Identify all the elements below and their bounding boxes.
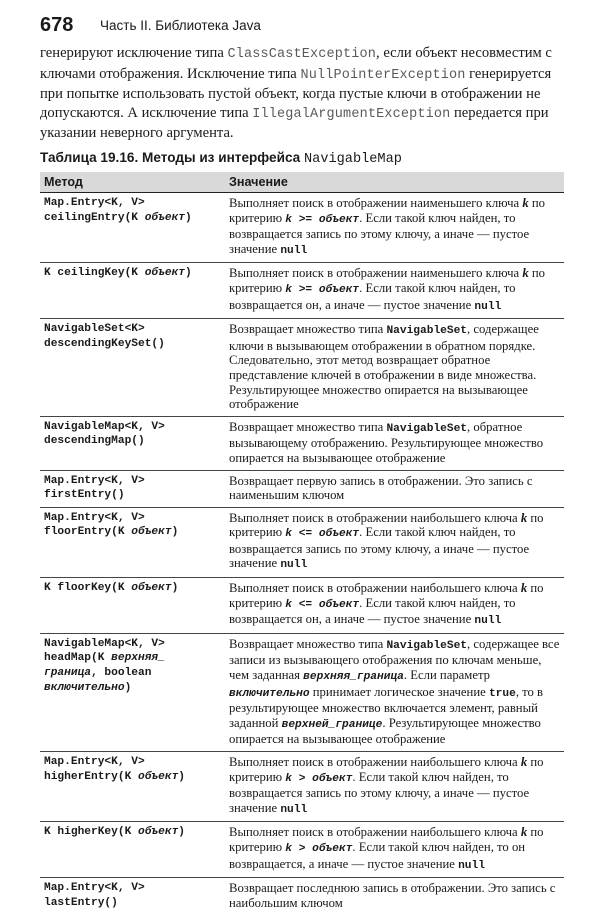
- method-cell: [40, 470, 225, 507]
- description-cell: [225, 822, 564, 878]
- desc-code: true: [488, 687, 516, 700]
- table-row: [40, 193, 564, 263]
- method-cell: [40, 878, 225, 914]
- desc-code: NavigableSet: [386, 639, 468, 652]
- desc-text: . Если параметр: [403, 668, 491, 683]
- table-row: [40, 752, 564, 822]
- method-text: , boolean: [91, 667, 152, 680]
- desc-code: k <= объект: [285, 598, 360, 611]
- table-row: [40, 578, 564, 634]
- desc-code: k >= объект: [285, 283, 360, 296]
- method-cell: [40, 752, 225, 822]
- desc-text: Выполняет поиск в отображении наименьшего ключа: [229, 196, 523, 210]
- desc-text: по критерию: [229, 196, 545, 225]
- desc-text: Возвращает множество типа: [229, 636, 387, 651]
- description-cell: [225, 578, 564, 634]
- desc-code: верхняя_граница: [303, 671, 404, 684]
- method-cell: [40, 633, 225, 751]
- desc-key: k: [522, 196, 529, 210]
- intro-text: передается при указании неверного аргумента.: [40, 104, 549, 142]
- column-header-value: Значение: [225, 172, 564, 193]
- method-text: K higherKey(K: [44, 826, 138, 839]
- method-text: ): [178, 826, 186, 839]
- desc-text: Возвращает последнюю запись в отображении. Это запись с наибольшим ключом: [229, 881, 556, 910]
- desc-code: null: [280, 244, 308, 257]
- desc-text: по критерию: [229, 510, 544, 540]
- caption-label: Таблица 19.16. Методы из интерфейса: [40, 150, 305, 165]
- table-row: [40, 416, 564, 470]
- intro-code: NullPointerException: [300, 67, 466, 83]
- table-header-row: [40, 172, 564, 193]
- intro-text: генерируют исключение типа: [40, 45, 228, 61]
- desc-code: null: [458, 859, 485, 872]
- method-param: объект: [131, 582, 172, 595]
- page-number: 678: [40, 14, 74, 36]
- description-cell: [225, 263, 564, 319]
- desc-key: k: [520, 510, 528, 525]
- desc-key: k: [520, 755, 528, 769]
- method-param: верхняя_ граница: [44, 652, 165, 680]
- table-row: [40, 633, 564, 751]
- method-text: ): [171, 526, 179, 539]
- table-row: [40, 822, 564, 878]
- method-text: K floorKey(K: [44, 582, 132, 595]
- intro-code: ClassCastException: [227, 47, 377, 62]
- description-cell: [225, 507, 564, 577]
- desc-code: k >= объект: [285, 213, 360, 226]
- desc-code: k <= объект: [285, 528, 360, 541]
- table-row: [40, 263, 564, 319]
- method-text: ): [124, 681, 132, 694]
- desc-text: . Если такой ключ найден, то возвращается запись по этому ключу, а иначе — пустое значение: [229, 769, 530, 815]
- desc-text: по критерию: [229, 825, 544, 854]
- method-cell: [40, 416, 225, 470]
- desc-code: включительно: [229, 687, 310, 700]
- method-param: объект: [138, 826, 179, 839]
- desc-code: null: [280, 559, 308, 572]
- description-cell: [225, 752, 564, 822]
- desc-text: , то в результирующее множество включается элемент, равный заданной: [229, 684, 544, 730]
- description-cell: [225, 416, 564, 470]
- desc-text: принимает логическое значение: [309, 684, 489, 699]
- method-text: Map.Entry<K, V> floorEntry(K: [44, 511, 145, 539]
- desc-code: k > объект: [285, 772, 353, 785]
- desc-text: . Если такой ключ найден, то он возвращается, а иначе — пустое значение: [229, 839, 526, 871]
- method-text: Map.Entry<K, V> ceilingEntry(K: [44, 197, 145, 224]
- desc-key: k: [522, 266, 529, 281]
- desc-text: Выполняет поиск в отображении наибольшего ключа: [229, 825, 521, 840]
- desc-text: . Результирующее множество опирается на вызывающее отображение: [229, 715, 541, 747]
- intro-text: генерируется при попытке использовать пустой объект, когда пустые ключи в отображении не допускаются. А исключение типа: [40, 65, 552, 121]
- desc-key: k: [520, 825, 528, 840]
- desc-code: NavigableSet: [386, 325, 468, 338]
- desc-text: Выполняет поиск в отображении наибольшего ключа: [229, 755, 521, 769]
- method-text: ): [185, 267, 192, 280]
- desc-code: null: [474, 300, 502, 313]
- desc-code: NavigableSet: [386, 422, 468, 435]
- method-param: объект: [138, 770, 179, 783]
- method-text: Map.Entry<K, V> higherEntry(K: [44, 756, 145, 783]
- desc-text: по критерию: [229, 755, 544, 784]
- desc-code: null: [280, 803, 308, 816]
- desc-text: Выполняет поиск в отображении наименьшего ключа: [229, 266, 523, 281]
- desc-text: . Если такой ключ найден, то возвращается он, а иначе — пустое значение: [229, 280, 516, 312]
- method-param: объект: [131, 526, 172, 539]
- desc-text: Выполняет поиск в отображении наибольшего ключа: [229, 581, 521, 596]
- method-text: ): [171, 582, 179, 595]
- methods-table: [40, 172, 564, 914]
- table-row: [40, 319, 564, 417]
- method-text: NavigableSet<K> descendingKeySet(): [44, 323, 165, 350]
- desc-text: по критерию: [229, 581, 544, 610]
- table-row: [40, 470, 564, 507]
- desc-text: Возвращает множество типа: [229, 322, 387, 337]
- method-param: объект: [144, 267, 186, 280]
- description-cell: [225, 193, 564, 263]
- desc-text: , содержащее ключи в вызывающем отображении в обратном порядке. Следовательно, этот метод возвращает обратное представление ключей в отображении в виде множества. Результирующее множество опирается на вызывающее отображение: [229, 322, 539, 412]
- desc-text: по критерию: [229, 266, 545, 295]
- desc-text: , обратное вызывающему отображению. Результирующее множество опирается на вызывающее отображение: [229, 419, 544, 465]
- desc-code: null: [474, 615, 502, 628]
- desc-text: , содержащее все записи из вызывающего отображения по ключам меньше, чем заданная: [229, 636, 560, 683]
- method-cell: [40, 578, 225, 634]
- intro-code: IllegalArgumentException: [252, 106, 451, 122]
- method-text: ): [185, 211, 192, 224]
- description-cell: [225, 319, 564, 417]
- desc-code: верхней_границе: [281, 718, 383, 731]
- column-header-method: Метод: [40, 172, 225, 193]
- method-text: Map.Entry<K, V> firstEntry(): [44, 474, 145, 502]
- method-cell: [40, 507, 225, 577]
- method-param: объект: [144, 211, 186, 224]
- method-param: включительно: [44, 681, 125, 694]
- desc-key: k: [520, 581, 528, 596]
- description-cell: [225, 633, 564, 751]
- desc-text: . Если такой ключ найден, то возвращается запись по этому ключу, а иначе — пустое значение: [229, 525, 530, 571]
- table-row: [40, 507, 564, 577]
- description-cell: [225, 470, 564, 507]
- method-text: ): [178, 770, 186, 783]
- desc-text: . Если такой ключ найден, то возвращается он, а иначе — пустое значение: [229, 595, 516, 627]
- method-text: Map.Entry<K, V> lastEntry(): [44, 882, 145, 909]
- method-text: NavigableMap<K, V> headMap(K: [44, 637, 165, 665]
- method-text: K ceilingKey(K: [44, 267, 145, 280]
- desc-text: . Если такой ключ найден, то возвращается запись по этому ключу, а иначе — пустое значение: [229, 210, 530, 256]
- intro-paragraph: [40, 44, 564, 143]
- description-cell: [225, 878, 564, 914]
- running-head: Часть II. Библиотека Java: [100, 18, 261, 33]
- method-cell: [40, 263, 225, 319]
- method-cell: [40, 319, 225, 417]
- intro-text: , если объект несовместим с ключами отображения. Исключение типа: [40, 45, 552, 82]
- method-cell: [40, 193, 225, 263]
- caption-interface-name: NavigableMap: [304, 152, 402, 167]
- method-cell: [40, 822, 225, 878]
- page-header: [40, 14, 580, 38]
- desc-code: k > объект: [285, 842, 353, 855]
- table-row: [40, 878, 564, 914]
- desc-text: Выполняет поиск в отображении наибольшего ключа: [229, 510, 521, 525]
- method-text: NavigableMap<K, V> descendingMap(): [44, 420, 165, 448]
- table-caption: [40, 150, 402, 167]
- desc-text: Возвращает множество типа: [229, 419, 387, 434]
- desc-text: Возвращает первую запись в отображении. Это запись с наименьшим ключом: [229, 473, 533, 503]
